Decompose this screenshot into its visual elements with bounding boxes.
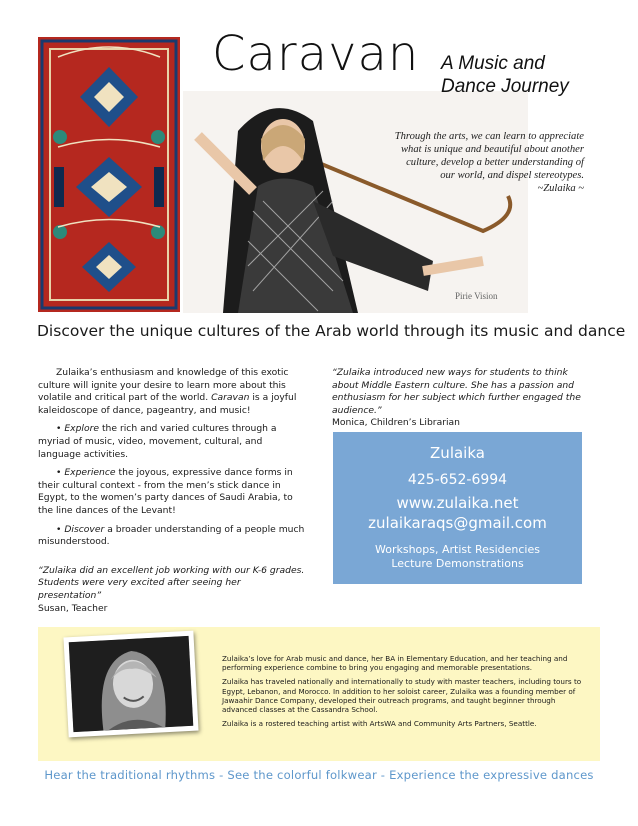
testimonial-author: Susan, Teacher (38, 602, 108, 614)
left-column (38, 367, 306, 615)
librarian-testimonial (332, 367, 592, 430)
bullet-text: a broader understanding of a people much misunderstood. (38, 523, 305, 548)
brand-subtitle-line1: A Music and (441, 53, 545, 74)
intro-text: is a joyful kaleidoscope of dance, pageantry, and music! (38, 392, 297, 416)
bullet-lead: Explore (64, 423, 100, 435)
intro-paragraph (38, 367, 306, 417)
portrait-frame (63, 631, 198, 738)
quote-line: our world, and dispel stereotypes. (440, 170, 584, 181)
testimonial-quote: “Zulaika introduced new ways for students to think about Middle Eastern culture. She has a passion and enthusiasm for her subject which further engaged the audience.” (332, 367, 581, 416)
bio-paragraph: Zulaika’s love for Arab music and dance, her BA in Elementary Education, and her teaching and performing experience combine to bring you engaging and memorable presentations. (222, 654, 568, 673)
teacher-testimonial (38, 565, 306, 615)
contact-box (333, 432, 582, 584)
footer-tagline: Hear the traditional rhythms - See the colorful folkwear - Experience the expressive dances (44, 768, 594, 782)
tapestry-image (38, 37, 180, 312)
right-column (332, 367, 592, 430)
page-headline: Discover the unique cultures of the Arab world through its music and dance (37, 322, 626, 340)
bullet-item: • Discover a broader understanding of a people much misunderstood. (38, 523, 305, 548)
quote-attribution: ~Zulaika ~ (537, 183, 584, 194)
intro-text: Zulaika’s enthusiasm and knowledge of this exotic culture will ignite your desire to learn more about this volatile and critical part of the world. (38, 367, 289, 404)
bullet-item: • Experience the joyous, expressive dance forms in their cultural context - from the men’s stick dance in Egypt, to the women’s party dances of Saudi Arabia, to the line dances of the Levant! (38, 467, 293, 516)
bullet-item: • Explore the rich and varied cultures through a myriad of music, video, movement, cultural, and language activities. (38, 423, 277, 460)
services-line: Lecture Demonstrations (391, 557, 524, 570)
bio-paragraph: Zulaika is a rostered teaching artist with ArtsWA and Community Arts Partners, Seattle. (222, 719, 537, 729)
quote-line: Through the arts, we can learn to appreciate (394, 131, 584, 142)
contact-name: Zulaika (430, 444, 485, 462)
bio-text (222, 654, 590, 733)
photo-credit: Pirie Vision (455, 291, 498, 301)
contact-website-link[interactable]: www.zulaika.net (396, 494, 519, 512)
testimonial-quote: “Zulaika did an excellent job working with our K-6 grades. Students were very excited after seeing her presentation” (38, 564, 305, 601)
brand-title: Caravan (212, 26, 420, 82)
bullet-lead: Experience (64, 467, 116, 479)
bullet-text: the rich and varied cultures through a myriad of music, video, movement, cultural, and language activities. (38, 423, 277, 460)
quote-line: what is unique and beautiful about another (400, 144, 584, 155)
bio-paragraph: Zulaika has traveled nationally and internationally to study with master teachers, including tours to Egypt, Lebanon, and Morocco. In addition to her soloist career, Zulaika was a founding member of Jawaahir Dance Company, developed their outreach programs, and taught beginner through advanced classes at the Cassandra School. (222, 677, 582, 715)
bullet-text: the joyous, expressive dance forms in their cultural context - from the men’s stick dance in Egypt, to the women’s party dances of Saudi Arabia, to the line dances of the Levant! (38, 467, 293, 516)
quote-line: culture, develop a better understanding of (406, 157, 584, 168)
contact-services (333, 543, 582, 571)
testimonial-author: Monica, Children’s Librarian (332, 417, 460, 429)
contact-phone[interactable]: 425-652-6994 (407, 472, 508, 488)
dancer-photo (183, 91, 528, 313)
brand-subtitle-line2: Dance Journey (441, 76, 569, 97)
bullet-lead: Discover (64, 523, 105, 535)
portrait-photo (69, 636, 194, 732)
header-quote (352, 130, 584, 195)
brand-subtitle (441, 52, 601, 98)
intro-italic-title: Caravan (211, 392, 250, 404)
contact-email-link[interactable]: zulaikaraqs@gmail.com (368, 514, 547, 532)
services-line: Workshops, Artist Residencies (375, 543, 540, 556)
